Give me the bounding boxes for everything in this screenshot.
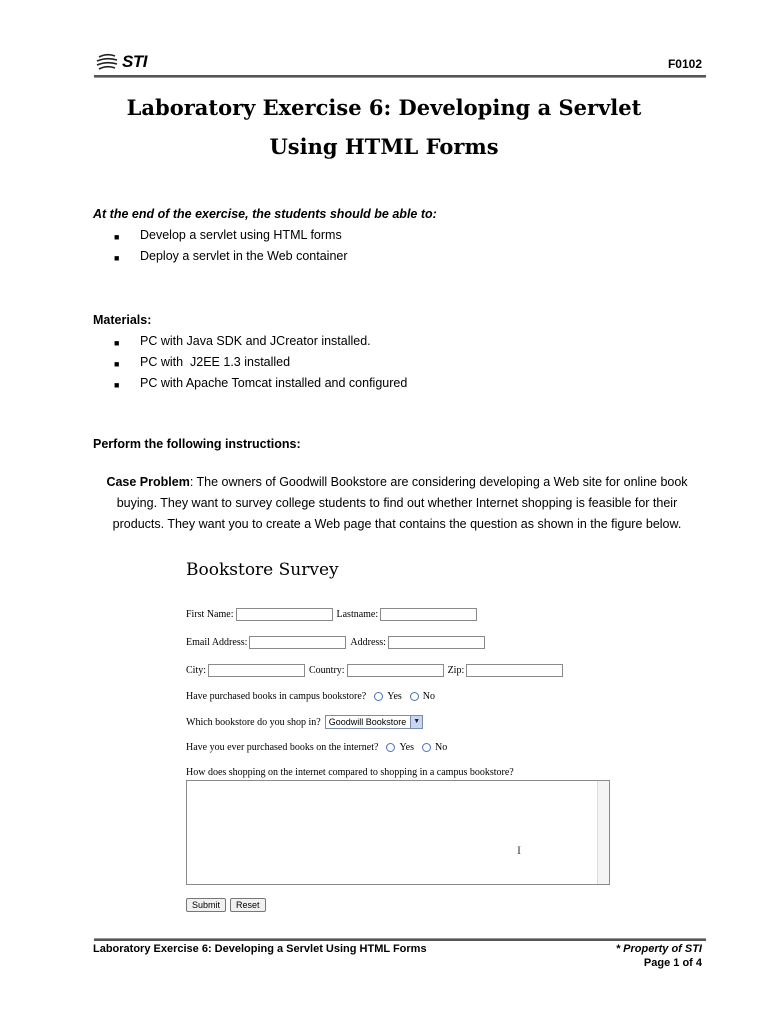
footer-rule — [94, 938, 706, 941]
materials-heading: Materials: — [93, 313, 152, 327]
footer-property: * Property of STI — [615, 943, 702, 955]
city-input[interactable] — [208, 664, 305, 677]
bullet-icon: ■ — [114, 232, 120, 242]
bullet-icon: ■ — [114, 359, 120, 369]
bookstore-select[interactable]: Goodwill Bookstore ▼ — [325, 715, 424, 729]
campus-yes-radio[interactable] — [374, 692, 383, 701]
sti-logo — [96, 52, 147, 72]
reset-button[interactable]: Reset — [230, 898, 266, 912]
document-code: F0102 — [667, 57, 702, 71]
page-number: Page 1 of 4 — [643, 957, 702, 969]
bullet-icon: ■ — [114, 380, 120, 390]
logo-text: STI — [122, 52, 147, 71]
footer-title: Laboratory Exercise 6: Developing a Servlet Using HTML Forms — [93, 943, 427, 955]
chevron-down-icon: ▼ — [410, 716, 422, 728]
form-buttons — [186, 898, 270, 912]
zip-input[interactable] — [466, 664, 563, 677]
list-item: ■ PC with Java SDK and JCreator installed. — [114, 334, 371, 352]
list-item: ■ Develop a servlet using HTML forms — [114, 228, 342, 246]
objectives-heading: At the end of the exercise, the students should be able to: — [93, 207, 437, 221]
page-title-line2: Using HTML Forms — [269, 134, 499, 159]
survey-figure — [186, 560, 616, 920]
bullet-icon: ■ — [114, 253, 120, 263]
compare-textarea[interactable] — [186, 780, 610, 885]
globe-icon — [96, 52, 118, 72]
text-cursor-icon: I — [517, 843, 521, 857]
which-bookstore-row: Which bookstore do you shop in? Goodwill Bookstore ▼ — [186, 715, 423, 729]
first-name-input[interactable] — [236, 608, 333, 621]
textarea-scrollbar[interactable] — [597, 781, 609, 884]
header-rule — [94, 75, 706, 78]
instructions-heading: Perform the following instructions: — [93, 437, 301, 451]
last-name-input[interactable] — [380, 608, 477, 621]
list-item: ■ Deploy a servlet in the Web container — [114, 249, 348, 267]
email-row: Email Address: Address: — [186, 636, 489, 649]
page-title-line1: Laboratory Exercise 6: Developing a Servlet — [126, 95, 642, 120]
campus-no-radio[interactable] — [410, 692, 419, 701]
list-item: ■ PC with J2EE 1.3 installed — [114, 355, 290, 373]
campus-question-row: Have purchased books in campus bookstore? Yes No — [186, 691, 436, 702]
case-label: Case Problem — [106, 475, 190, 489]
compare-question: How does shopping on the internet compared to shopping in a campus bookstore? — [186, 767, 514, 778]
case-text: : The owners of Goodwill Bookstore are considering developing a Web site for online book buying. They want to survey college students to find out whether Internet shopping is feasible for their products. They want you to create a Web page that contains the question as shown in the figure below. — [112, 475, 688, 531]
submit-button[interactable]: Submit — [186, 898, 226, 912]
country-input[interactable] — [347, 664, 444, 677]
email-input[interactable] — [249, 636, 346, 649]
case-problem — [92, 472, 702, 535]
name-row: First Name: Lastname: — [186, 608, 481, 621]
internet-no-radio[interactable] — [422, 743, 431, 752]
list-item: ■ PC with Apache Tomcat installed and configured — [114, 376, 407, 394]
address-input[interactable] — [388, 636, 485, 649]
internet-question-row: Have you ever purchased books on the internet? Yes No — [186, 742, 448, 753]
internet-yes-radio[interactable] — [386, 743, 395, 752]
survey-title: Bookstore Survey — [186, 560, 339, 580]
bullet-icon: ■ — [114, 338, 120, 348]
city-row: City: Country: Zip: — [186, 664, 567, 677]
